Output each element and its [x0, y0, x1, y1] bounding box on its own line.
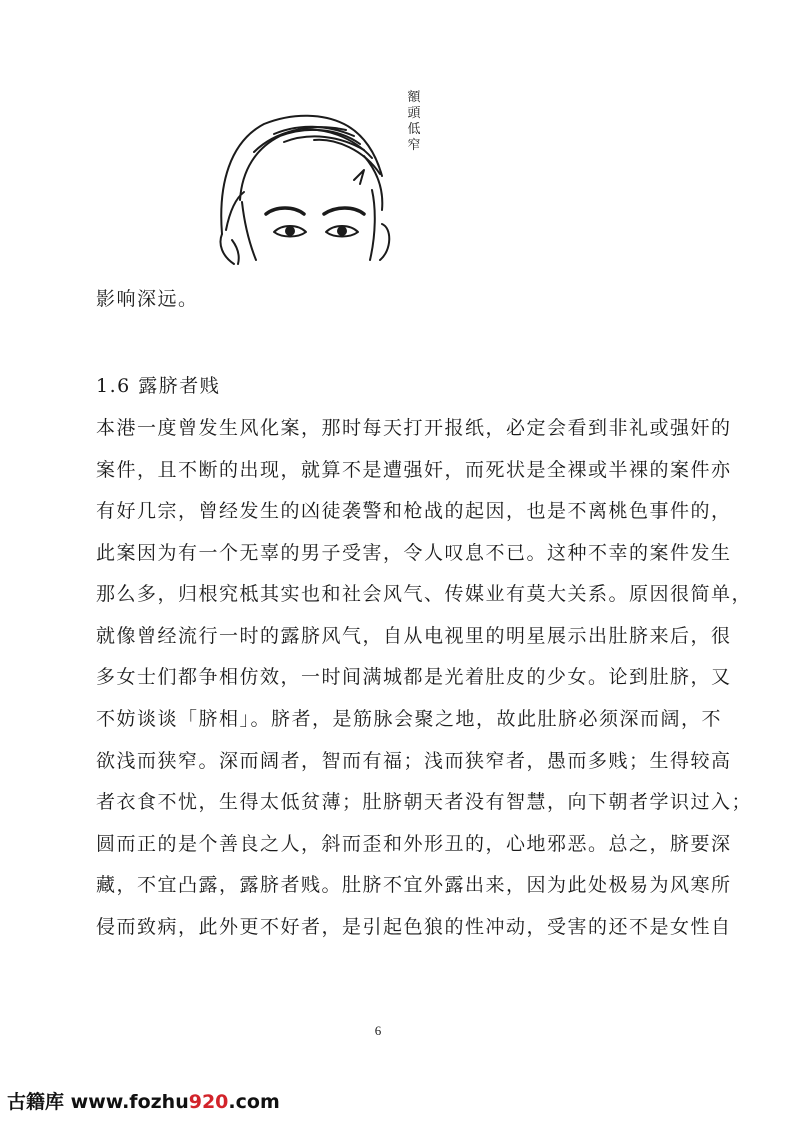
- face-drawing-icon: [214, 84, 430, 284]
- face-forehead-illustration: [214, 84, 430, 284]
- watermark-brand: 古籍库: [7, 1091, 65, 1113]
- text-line: 有好几宗，曾经发生的凶徒袭警和枪战的起因，也是不离桃色事件的，: [96, 500, 732, 522]
- page-number: 6: [374, 1023, 382, 1038]
- text-line: 影响深远。: [96, 288, 199, 310]
- text-line: 多女士们都争相仿效，一时间满城都是光着肚皮的少女。论到肚脐，又: [96, 666, 732, 688]
- text-line: 不妨谈谈「脐相」。脐者，是筋脉会聚之地，故此肚脐必须深而阔，不: [96, 708, 723, 730]
- caption-char: 額: [407, 90, 421, 105]
- text-line: 就像曾经流行一时的露脐风气，自从电视里的明星展示出肚脐来后，很: [96, 625, 732, 647]
- text-line: 本港一度曾发生风化案，那时每天打开报纸，必定会看到非礼或强奸的: [96, 417, 732, 439]
- site-watermark[interactable]: [7, 1087, 280, 1114]
- text-line: 者衣食不忧，生得太低贫薄；肚脐朝天者没有智慧，向下朝者学识过入；: [96, 791, 753, 813]
- text-line: 案件，且不断的出现，就算不是遭强奸，而死状是全裸或半裸的案件亦: [96, 459, 732, 481]
- text-line: 藏，不宜凸露，露脐者贱。肚脐不宜外露出来，因为此处极易为风寒所: [96, 874, 732, 896]
- caption-char: 低: [407, 122, 421, 137]
- section-heading: 1.6 露脐者贱: [96, 375, 221, 397]
- figure-caption: [404, 90, 424, 154]
- text-line: 欲浅而狭窄。深而阔者，智而有福；浅而狭窄者，愚而多贱；生得较高: [96, 750, 732, 772]
- caption-char: 頭: [407, 106, 421, 121]
- watermark-url[interactable]: www.fozhu920.com: [70, 1091, 280, 1113]
- caption-char: 窄: [407, 138, 421, 153]
- text-line: 圆而正的是个善良之人，斜而歪和外形丑的，心地邪恶。总之，脐要深: [96, 833, 732, 855]
- text-line: 此案因为有一个无辜的男子受害，令人叹息不已。这种不幸的案件发生: [96, 542, 732, 564]
- text-line: 侵而致病，此外更不好者，是引起色狼的性冲动，受害的还不是女性自: [96, 916, 732, 938]
- text-line: 那么多，归根究柢其实也和社会风气、传媒业有莫大关系。原因很简单，: [96, 583, 753, 605]
